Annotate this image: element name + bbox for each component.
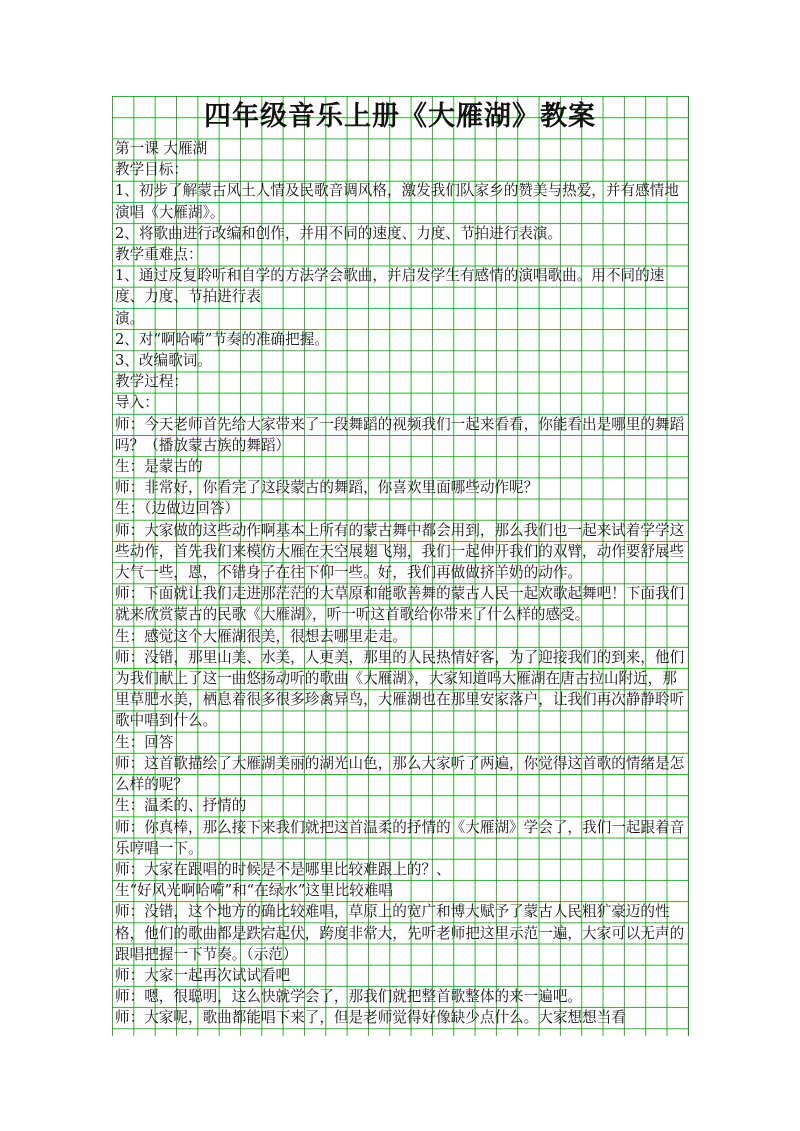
paragraph: 2、对“啊哈嗬”节奏的准确把握。: [115, 330, 329, 348]
dialogue-line: 生：是蒙古的: [115, 458, 203, 476]
dialogue-line: 师：今天老师首先给大家带来了一段舞蹈的视频我们一起来看看，你能看出是哪里的舞蹈吗？（播放蒙古族的舞蹈）: [115, 415, 685, 454]
document-body: [112, 138, 688, 1029]
dialogue-line: 生：回答: [115, 733, 174, 751]
dialogue-line: 生：温柔的、抒情的: [115, 797, 247, 815]
dialogue-line: 师：没错，这个地方的确比较难唱，草原上的宽广和博大赋予了蒙古人民粗犷豪迈的性格，他们的歌曲都是跌宕起伏，跨度非常大，先听老师把这里示范一遍，大家可以无声的跟唱把握一下节奏。（示范）: [115, 903, 685, 963]
document-page: [112, 96, 689, 1036]
dialogue-line: 生“好风光啊哈嗬”和“在绿水”这里比较难唱: [115, 882, 393, 900]
dialogue-line: 师：大家做的这些动作啊基本上所有的蒙古舞中都会用到，那么我们也一起来试着学学这些动作，首先我们来模仿大雁在天空展翅飞翔，我们一起伸开我们的双臂，动作要舒展些大气一些，恩，不错身子在往下仰一些。好，我们再做做挤羊奶的动作。: [115, 521, 685, 582]
lesson-heading: 第一课 大雁湖: [115, 140, 208, 157]
section-heading-key-points: 教学重难点：: [115, 246, 203, 264]
paragraph: 演。: [115, 309, 145, 327]
section-heading-intro: 导入：: [115, 394, 159, 412]
paragraph: 1、初步了解蒙古风土人情及民歌音调风格，激发我们队家乡的赞美与热爱，并有感情地演唱《大雁湖》。: [115, 182, 679, 221]
dialogue-line: 生：（边做边回答）: [115, 500, 240, 518]
document-title: 四年级音乐上册《大雁湖》教案: [204, 101, 596, 132]
dialogue-line: 师：你真棒，那么接下来我们就把这首温柔的抒情的《大雁湖》学会了，我们一起跟着音乐哼唱一下。: [115, 818, 685, 857]
paragraph: 1、通过反复聆听和自学的方法学会歌曲，并启发学生有感情的演唱歌曲。用不同的速度、力度、节拍进行表: [115, 267, 665, 306]
section-heading-process: 教学过程：: [115, 373, 188, 391]
dialogue-line: 师：大家一起再次试试看吧: [115, 966, 291, 984]
dialogue-line: 师：非常好，你看完了这段蒙古的舞蹈，你喜欢里面哪些动作呢？: [115, 479, 539, 497]
paragraph: 3、改编歌词。: [115, 352, 212, 370]
section-heading-goals: 教学目标：: [115, 161, 188, 179]
dialogue-line: 师：没错，那里山美、水美，人更美，那里的人民热情好客，为了迎接我们的到来，他们为我们献上了这一曲悠扬动听的歌曲《大雁湖》，大家知道吗大雁湖在唐古拉山附近，那里草肥水美，栖息着很多很多珍禽异鸟，大雁湖也在那里安家落户，让我们再次静静聆听歌中唱到什么。: [115, 648, 685, 730]
dialogue-line: 师：大家呢，歌曲都能唱下来了，但是老师觉得好像缺少点什么。大家想想当看: [115, 1009, 626, 1027]
dialogue-line: 师：嗯，很聪明，这么快就学会了，那我们就把整首歌整体的来一遍吧。: [115, 988, 583, 1006]
dialogue-line: 师：这首歌描绘了大雁湖美丽的湖光山色，那么大家听了两遍，你觉得这首歌的情绪是怎么样的呢？: [115, 754, 685, 794]
dialogue-line: 师：大家在跟唱的时候是不是哪里比较难跟上的？、: [115, 860, 451, 878]
dialogue-line: 师：下面就让我们走进那茫茫的大草原和能歌善舞的蒙古人民一起欢歌起舞吧！下面我们就来欣赏蒙古的民歌《大雁湖》，听一听这首歌给你带来了什么样的感受。: [115, 585, 685, 624]
paragraph: 2、将歌曲进行改编和创作，并用不同的速度、力度、节拍进行表演。: [115, 224, 563, 242]
dialogue-line: 生：感觉这个大雁湖很美，很想去哪里走走。: [115, 627, 407, 645]
